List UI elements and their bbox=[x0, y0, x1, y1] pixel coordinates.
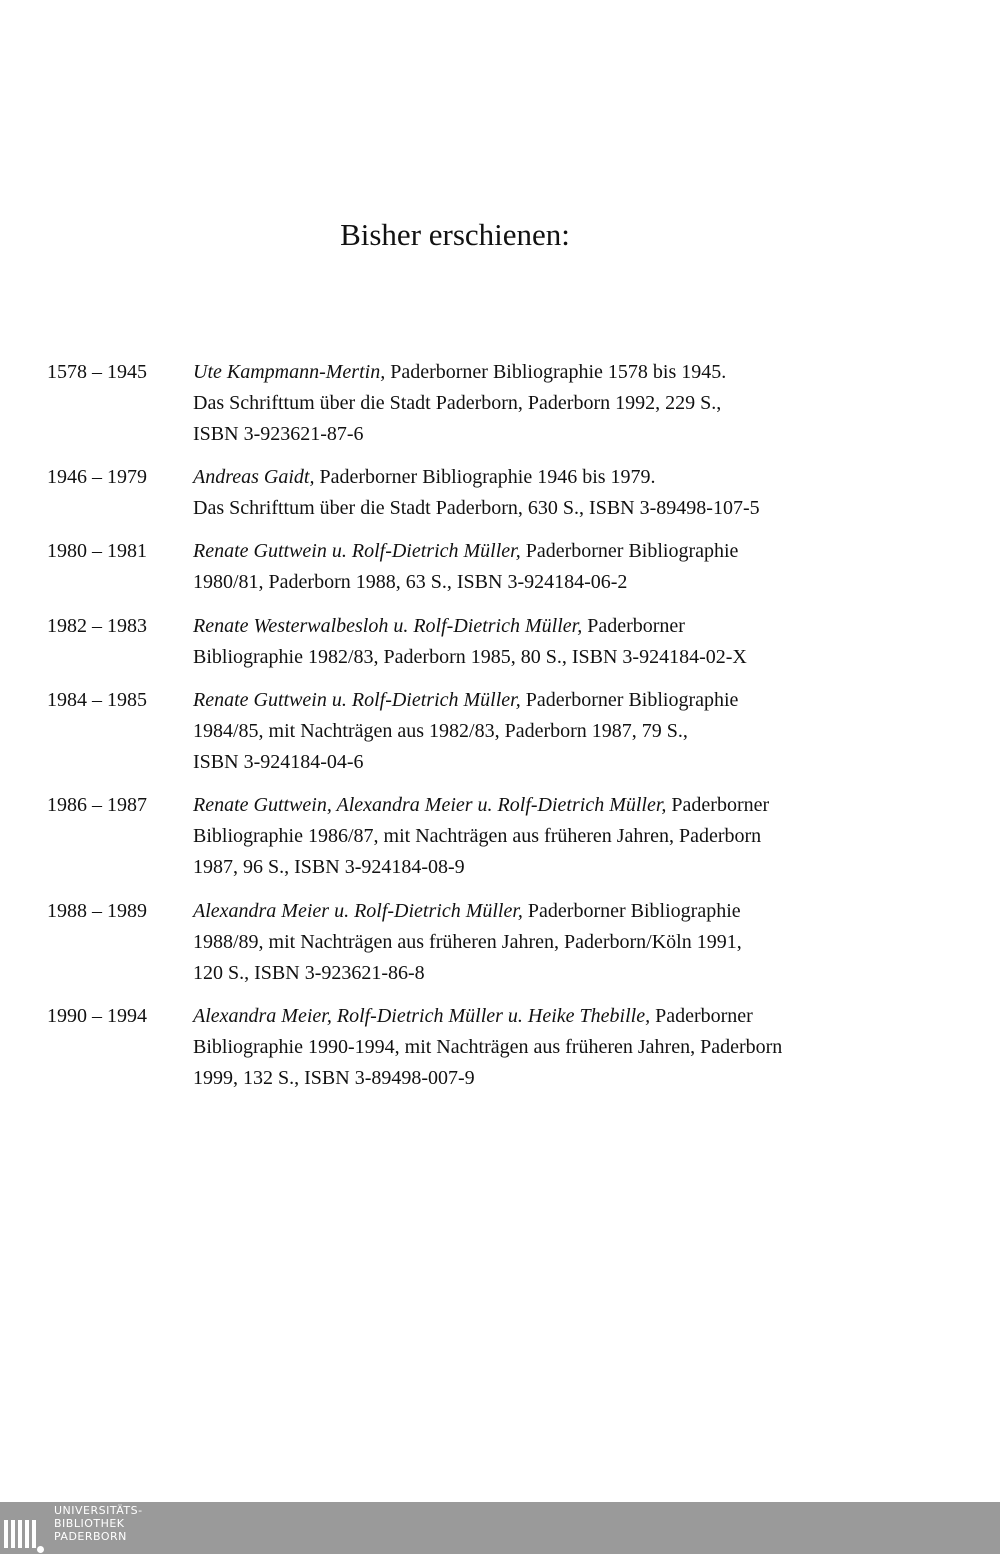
entry-line bbox=[193, 611, 873, 642]
entry-line bbox=[193, 1001, 873, 1032]
entry-years: 1986 – 1987 bbox=[47, 794, 147, 816]
entry-line: 1988/89, mit Nachträgen aus früheren Jahren, Paderborn/Köln 1991, bbox=[193, 931, 742, 953]
entry-years: 1946 – 1979 bbox=[47, 466, 147, 488]
logo-line: BIBLIOTHEK bbox=[54, 1517, 125, 1530]
entry-title: Paderborner Bibliographie 1578 bis 1945. bbox=[385, 361, 727, 383]
library-footer-bar bbox=[0, 1502, 1000, 1554]
entry-title: Paderborner Bibliographie 1946 bis 1979. bbox=[314, 466, 656, 488]
logo-line: PADERBORN bbox=[54, 1530, 127, 1543]
entry-line bbox=[193, 536, 873, 567]
entry-line: ISBN 3-924184-04-6 bbox=[193, 751, 364, 773]
entry-title: Paderborner bbox=[666, 794, 770, 816]
entry-years: 1982 – 1983 bbox=[47, 615, 147, 637]
entry-years: 1988 – 1989 bbox=[47, 900, 147, 922]
entry-line: Das Schrifttum über die Stadt Paderborn, 630 S., ISBN 3-89498-107-5 bbox=[193, 497, 760, 519]
entry-author: Ute Kampmann-Mertin, bbox=[193, 361, 386, 383]
library-logo-icon bbox=[4, 1520, 39, 1548]
entry-author: Renate Guttwein u. Rolf-Dietrich Müller, bbox=[193, 540, 521, 562]
entry-years: 1990 – 1994 bbox=[47, 1005, 147, 1027]
entry-line: 1984/85, mit Nachträgen aus 1982/83, Paderborn 1987, 79 S., bbox=[193, 720, 688, 742]
entry-author: Renate Guttwein u. Rolf-Dietrich Müller, bbox=[193, 689, 521, 711]
entry-author: Alexandra Meier, Rolf-Dietrich Müller u. Heike Thebille, bbox=[193, 1005, 651, 1027]
entry-author: Alexandra Meier u. Rolf-Dietrich Müller, bbox=[193, 900, 523, 922]
entry-title: Paderborner bbox=[650, 1005, 753, 1027]
entry-author: Renate Westerwalbesloh u. Rolf-Dietrich Müller, bbox=[193, 615, 583, 637]
entry-title: Paderborner Bibliographie bbox=[520, 540, 739, 562]
entry-line bbox=[193, 685, 873, 716]
entry-text bbox=[193, 462, 873, 524]
entry-line: 120 S., ISBN 3-923621-86-8 bbox=[193, 962, 425, 984]
entry-line bbox=[193, 896, 873, 927]
entry-years: 1984 – 1985 bbox=[47, 689, 147, 711]
entry-line: 1987, 96 S., ISBN 3-924184-08-9 bbox=[193, 856, 465, 878]
entry-line: Das Schrifttum über die Stadt Paderborn, Paderborn 1992, 229 S., bbox=[193, 392, 722, 414]
logo-dot-icon bbox=[37, 1546, 44, 1553]
entry-title: Paderborner Bibliographie bbox=[522, 900, 741, 922]
entry-line: Bibliographie 1986/87, mit Nachträgen aus früheren Jahren, Paderborn bbox=[193, 825, 762, 847]
entry-line bbox=[193, 462, 873, 493]
entry-text bbox=[193, 1001, 873, 1094]
logo-line: UNIVERSITÄTS- bbox=[54, 1504, 143, 1517]
entry-line bbox=[193, 790, 873, 821]
entry-text bbox=[193, 536, 873, 598]
entry-line bbox=[193, 357, 873, 388]
entry-line: 1999, 132 S., ISBN 3-89498-007-9 bbox=[193, 1067, 475, 1089]
entry-line: 1980/81, Paderborn 1988, 63 S., ISBN 3-924184-06-2 bbox=[193, 571, 628, 593]
entry-text bbox=[193, 611, 873, 673]
entry-title: Paderborner bbox=[582, 615, 685, 637]
entry-years: 1980 – 1981 bbox=[47, 540, 147, 562]
entry-line: ISBN 3-923621-87-6 bbox=[193, 423, 364, 445]
page-title: Bisher erschienen: bbox=[340, 217, 570, 252]
entry-author: Andreas Gaidt, bbox=[193, 466, 315, 488]
entry-line: Bibliographie 1990-1994, mit Nachträgen aus früheren Jahren, Paderborn bbox=[193, 1036, 783, 1058]
entry-line: Bibliographie 1982/83, Paderborn 1985, 80 S., ISBN 3-924184-02-X bbox=[193, 646, 747, 668]
entry-text bbox=[193, 896, 873, 989]
entry-text bbox=[193, 790, 873, 883]
entry-years: 1578 – 1945 bbox=[47, 361, 147, 383]
library-logo-text bbox=[54, 1504, 143, 1543]
entry-text bbox=[193, 357, 873, 450]
entry-author: Renate Guttwein, Alexandra Meier u. Rolf-Dietrich Müller, bbox=[193, 794, 667, 816]
entry-title: Paderborner Bibliographie bbox=[520, 689, 739, 711]
entry-text bbox=[193, 685, 873, 778]
